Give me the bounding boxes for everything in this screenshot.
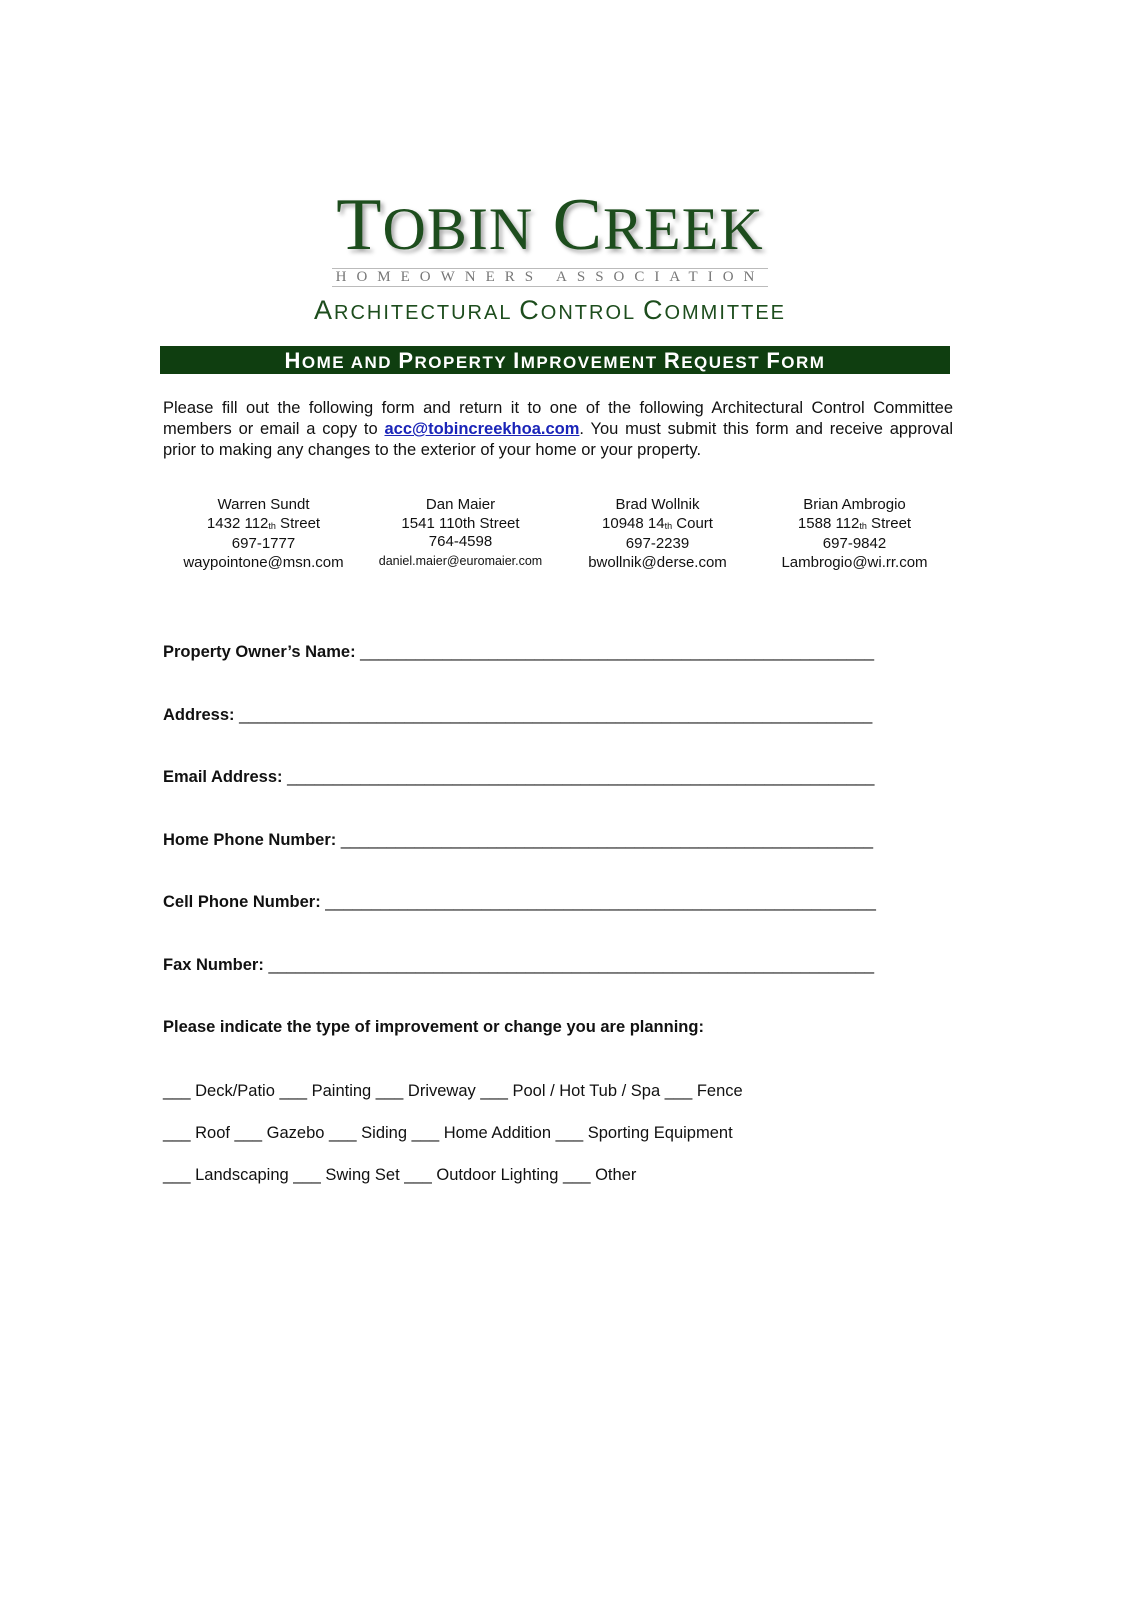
member-email: Lambrogio@wi.rr.com [781,553,928,571]
home-phone-field[interactable]: Home Phone Number: __________________________________________________________ [163,831,874,849]
fax-number-field[interactable]: Fax Number: __________________________________________________________________ [163,956,875,974]
improvement-options-row[interactable]: ___ Deck/Patio ___ Painting ___ Driveway ___ Pool / Hot Tub / Spa ___ Fence [163,1082,743,1100]
logo-title: TOBIN CREEK [336,184,764,266]
improvement-options-row[interactable]: ___ Landscaping ___ Swing Set ___ Outdoor Lighting ___ Other [163,1166,637,1184]
member-email: bwollnik@derse.com [588,553,727,571]
member-phone: 697-1777 [231,535,296,552]
address-field[interactable]: Address: _____________________________________________________________________ [163,706,873,724]
member-name: Dan Maier [425,496,496,513]
logo [300,186,800,326]
member-card [165,496,362,572]
member-email: waypointone@msn.com [183,553,344,571]
member-name: Warren Sundt [217,496,310,513]
member-address: 10948 $14_{th}$ Court [602,514,713,532]
member-name: Brian Ambrogio [803,496,906,513]
member-address: 1541 110th Street [401,514,520,532]
member-phone: 697-9842 [822,535,887,552]
improvement-options-row[interactable]: ___ Roof ___ Gazebo ___ Siding ___ Home Addition ___ Sporting Equipment [163,1124,733,1142]
cell-phone-field[interactable]: Cell Phone Number: ____________________________________________________________ [163,893,876,911]
member-card [756,496,953,572]
email-address-field[interactable]: Email Address: ________________________________________________________________ [163,768,875,786]
acc-email-link[interactable]: acc@tobincreekhoa.com [384,420,580,438]
improvement-heading: Please indicate the type of improvement or change you are planning: [163,1018,704,1036]
member-address: 1432 $112_{th}$ Street [206,514,321,532]
committee-members [165,496,955,572]
logo-committee: ARCHITECTURAL CONTROL COMMITTEE [313,295,786,325]
member-card [362,496,559,572]
member-email: daniel.maier@euromaier.com [378,553,543,568]
intro-paragraph: Please fill out the following form and return it to one of the following Architectural Control Committee members or email a copy to acc@tobincreekhoa.com. You must submit this form and receive approval prior to making any changes to the exterior of your home or your property. [163,399,953,459]
form-title-banner: HOME AND PROPERTY IMPROVEMENT REQUEST FORM [160,346,950,374]
member-name: Brad Wollnik [615,496,700,513]
owner-name-field[interactable]: Property Owner’s Name: ________________________________________________________ [163,643,875,661]
logo-subtitle: HOMEOWNERS ASSOCIATION [332,268,769,287]
member-card [559,496,756,572]
member-phone: 697-2239 [625,535,690,552]
member-phone: 764-4598 [428,533,493,550]
member-address: 1588 $112_{th}$ Street [797,514,912,532]
